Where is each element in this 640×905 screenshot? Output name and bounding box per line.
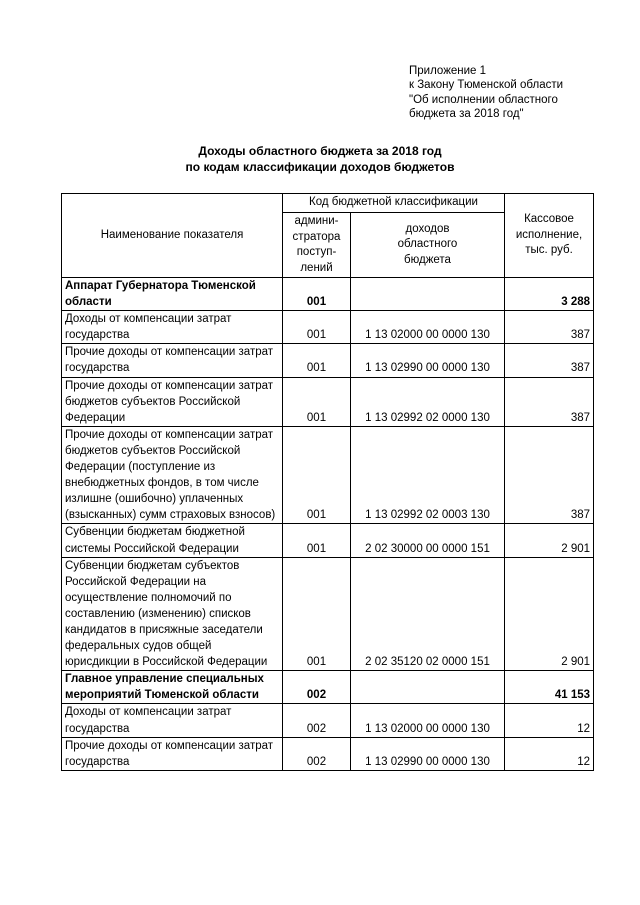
cell-sum: 387: [505, 344, 594, 377]
budget-income-table: [61, 193, 594, 771]
header-income: доходов областного бюджета: [351, 213, 505, 278]
cell-admin: 001: [283, 311, 351, 344]
cell-sum: 387: [505, 311, 594, 344]
cell-sum: 2 901: [505, 524, 594, 557]
cell-name: Субвенции бюджетам бюджетной системы Российской Федерации: [62, 524, 283, 557]
table-row: [62, 704, 594, 737]
document-title: [0, 143, 640, 175]
cell-code: 2 02 35120 02 0000 151: [351, 557, 505, 671]
cell-admin: 002: [283, 671, 351, 704]
title-line-2: по кодам классификации доходов бюджетов: [185, 160, 455, 174]
appendix-line: "Об исполнении областного: [409, 93, 558, 106]
cell-admin: 001: [283, 524, 351, 557]
cell-sum: 3 288: [505, 278, 594, 311]
appendix-line: бюджета за 2018 год": [409, 108, 524, 121]
cell-admin: 001: [283, 377, 351, 426]
table-row: [62, 278, 594, 311]
cell-sum: 387: [505, 426, 594, 524]
cell-code: 2 02 30000 00 0000 151: [351, 524, 505, 557]
header-code-group: Код бюджетной классификации: [283, 194, 505, 213]
cell-admin: 001: [283, 344, 351, 377]
cell-code: [351, 278, 505, 311]
cell-admin: 001: [283, 426, 351, 524]
cell-admin: 002: [283, 737, 351, 770]
cell-sum: 41 153: [505, 671, 594, 704]
table-row: [62, 311, 594, 344]
cell-code: 1 13 02992 02 0003 130: [351, 426, 505, 524]
cell-admin: 001: [283, 278, 351, 311]
table-row: [62, 344, 594, 377]
cell-name: Прочие доходы от компенсации затрат бюджетов субъектов Российской Федерации: [62, 377, 283, 426]
cell-admin: 002: [283, 704, 351, 737]
cell-name: Субвенции бюджетам субъектов Российской Федерации на осуществление полномочий по составлению (изменению) списков кандидатов в присяжные заседатели федеральных судов общей юрисдикции в Российской Федерации: [62, 557, 283, 671]
cell-name: Доходы от компенсации затрат государства: [62, 704, 283, 737]
appendix-line: к Закону Тюменской области: [409, 79, 564, 92]
cell-sum: 387: [505, 377, 594, 426]
cell-sum: 12: [505, 704, 594, 737]
cell-name: Прочие доходы от компенсации затрат бюджетов субъектов Российской Федерации (поступление из внебюджетных фондов, в том числе излишне (ошибочно) уплаченных (взысканных) сумм страховых взносов): [62, 426, 283, 524]
cell-code: 1 13 02000 00 0000 130: [351, 704, 505, 737]
table-row: [62, 426, 594, 524]
cell-code: 1 13 02000 00 0000 130: [351, 311, 505, 344]
cell-sum: 2 901: [505, 557, 594, 671]
title-line-1: Доходы областного бюджета за 2018 год: [198, 144, 442, 158]
cell-name: Доходы от компенсации затрат государства: [62, 311, 283, 344]
table-row: [62, 377, 594, 426]
table-row: [62, 557, 594, 671]
header-name: Наименование показателя: [62, 194, 283, 278]
cell-admin: 001: [283, 557, 351, 671]
cell-name: Аппарат Губернатора Тюменской области: [62, 278, 283, 311]
cell-code: 1 13 02990 00 0000 130: [351, 344, 505, 377]
cell-name: Главное управление специальных мероприятий Тюменской области: [62, 671, 283, 704]
appendix-line: Приложение 1: [409, 65, 487, 77]
header-sum: Кассовое исполнение, тыс. руб.: [505, 194, 594, 278]
cell-name: Прочие доходы от компенсации затрат государства: [62, 737, 283, 770]
header-admin: админи- стратора поступ- лений: [283, 213, 351, 278]
table-row: [62, 671, 594, 704]
appendix-note: [409, 64, 563, 122]
cell-sum: 12: [505, 737, 594, 770]
table-row: [62, 737, 594, 770]
table-row: [62, 524, 594, 557]
cell-code: [351, 671, 505, 704]
cell-code: 1 13 02992 02 0000 130: [351, 377, 505, 426]
cell-code: 1 13 02990 00 0000 130: [351, 737, 505, 770]
cell-name: Прочие доходы от компенсации затрат государства: [62, 344, 283, 377]
